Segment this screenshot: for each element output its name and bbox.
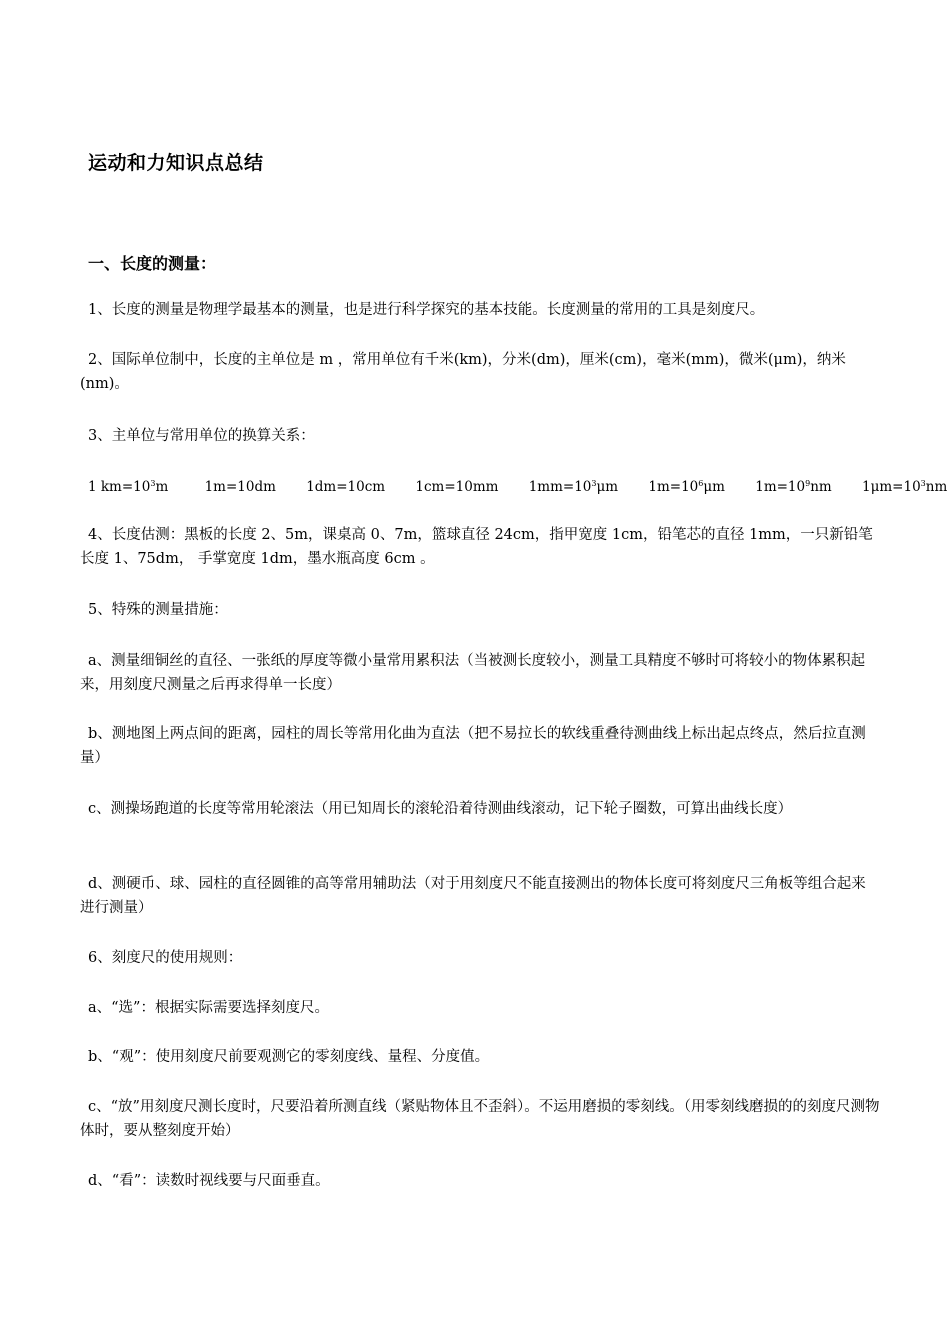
conversion-item: 1m=10dm [204,479,276,495]
conversion-item: $1\mu m=10^3nm$ [862,479,948,495]
document-title: 运动和力知识点总结 [88,152,264,174]
paragraph-5b: b、测地图上两点间的距离，园柱的周长等常用化曲为直法（把不易拉长的软线重叠待测曲线上标出起点终点，然后拉直测量） [80,726,866,766]
paragraph-6c: c、“放”用刻度尺测长度时，尺要沿着所测直线（紧贴物体且不歪斜）。不运用磨损的零刻线。（用零刻线磨损的的刻度尺测物体时，要从整刻度开始） [80,1099,880,1139]
conversion-item: 1 $km=10^3m$ [88,479,169,495]
paragraph-6b: b、“观”：使用刻度尺前要观测它的零刻度线、量程、分度值。 [88,1049,490,1065]
paragraph-6d: d、“看”：读数时视线要与尺面垂直。 [88,1173,330,1189]
paragraph-6: 6、刻度尺的使用规则： [88,950,243,966]
unit-conversion-line [88,475,948,499]
paragraph-5a: a、测量细铜丝的直径、一张纸的厚度等微小量常用累积法（当被测长度较小，测量工具精度不够时可将较小的物体累积起来，用刻度尺测量之后再求得单一长度） [80,653,866,693]
paragraph-6a: a、“选”：根据实际需要选择刻度尺。 [88,1000,329,1016]
paragraph-4: 4、长度估测：黑板的长度 2、5m，课桌高 0、7m，篮球直径 24cm，指甲宽度 1cm，铅笔芯的直径 1mm，一只新铅笔长度 1、75dm， 手掌宽度 1dm，墨水瓶高度 6cm 。 [80,527,873,567]
paragraph-5: 5、特殊的测量措施： [88,602,228,618]
conversion-item: 1cm=10mm [415,479,499,495]
paragraph-5c: c、测操场跑道的长度等常用轮滚法（用已知周长的滚轮沿着待测曲线滚动，记下轮子圈数，可算出曲线长度） [88,801,793,817]
paragraph-2: 2、国际单位制中，长度的主单位是 m ，常用单位有千米(km)，分米(dm)，厘米(cm)，毫米(mm)，微米(μm)，纳米(nm)。 [80,352,846,392]
paragraph-5d: d、测硬币、球、园柱的直径圆锥的高等常用辅助法（对于用刻度尺不能直接测出的物体长度可将刻度尺三角板等组合起来进行测量） [80,876,866,916]
paragraph-3: 3、主单位与常用单位的换算关系： [88,428,315,444]
conversion-item: $1mm=10^3\mu m$ [528,479,619,495]
conversion-item: $1m=10^9nm$ [755,479,832,495]
section-heading: 一、长度的测量： [88,254,217,273]
paragraph-1: 1、长度的测量是物理学最基本的测量，也是进行科学探究的基本技能。长度测量的常用的工具是刻度尺。 [88,302,765,318]
conversion-item: $1m=10^6\mu m$ [648,479,725,495]
conversion-item: 1dm=10cm [306,479,386,495]
